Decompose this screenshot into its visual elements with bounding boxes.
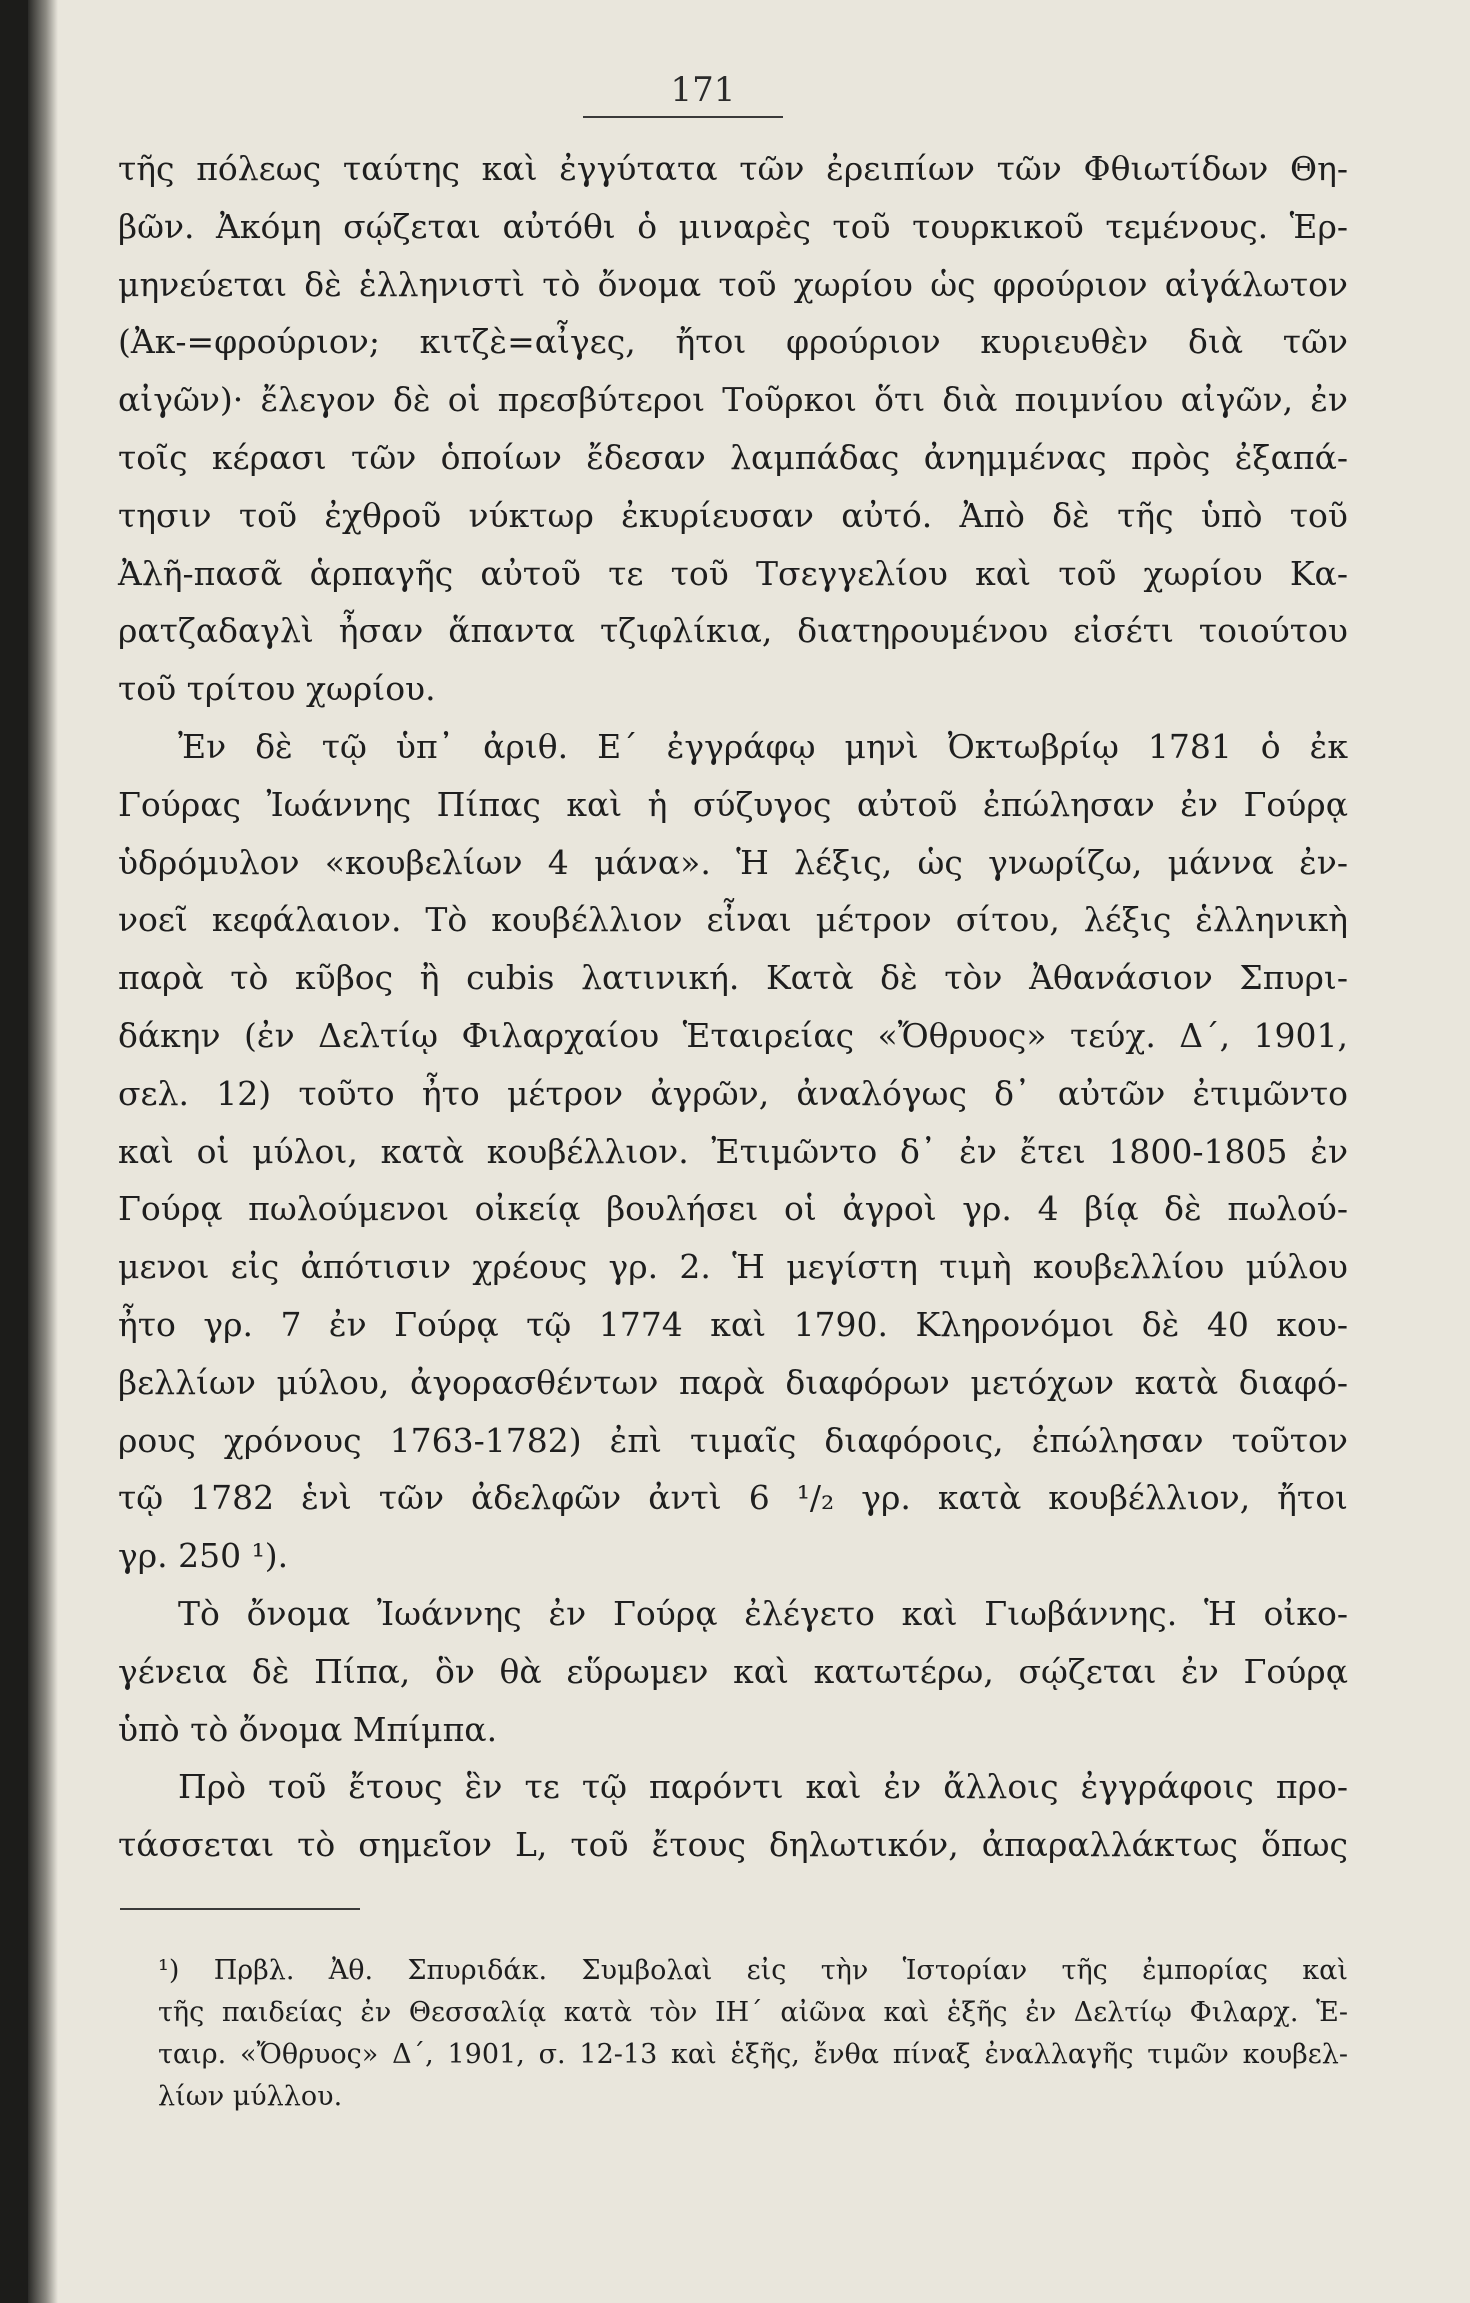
text-line: μενοι εἰς ἀπότισιν χρέους γρ. 2. Ἡ μεγίστη τιμὴ κουβελλίου μύλου: [118, 1247, 1348, 1287]
book-spine-shadow: [28, 0, 58, 2303]
text-line: νοεῖ κεφάλαιον. Τὸ κουβέλλιον εἶναι μέτρον σίτου, λέξις ἑλληνικὴ: [118, 900, 1348, 940]
text-line: Τὸ ὄνομα Ἰωάννης ἐν Γούρᾳ ἐλέγετο καὶ Γιωβάννης. Ἡ οἰκο-: [178, 1593, 1348, 1633]
text-line: ἦτο γρ. 7 ἐν Γούρᾳ τῷ 1774 καὶ 1790. Κληρονόμοι δὲ 40 κου-: [118, 1304, 1348, 1344]
text-line: Ἀλῆ-πασᾶ ἁρπαγῆς αὐτοῦ τε τοῦ Τσεγγελίου καὶ τοῦ χωρίου Κα-: [118, 553, 1348, 593]
text-line: ρους χρόνους 1763-1782) ἐπὶ τιμαῖς διαφόροις, ἐπώλησαν τοῦτον: [118, 1420, 1348, 1460]
document-page: [28, 0, 1470, 2303]
text-line: αἰγῶν)· ἔλεγον δὲ οἱ πρεσβύτεροι Τοῦρκοι ὅτι διὰ ποιμνίου αἰγῶν, ἐν: [118, 380, 1348, 420]
text-line: γένεια δὲ Πίπα, ὃν θὰ εὕρωμεν καὶ κατωτέρω, σῴζεται ἐν Γούρᾳ: [118, 1651, 1348, 1691]
text-line: τοῦ τρίτου χωρίου.: [118, 669, 436, 709]
text-line: Πρὸ τοῦ ἔτους ἓν τε τῷ παρόντι καὶ ἐν ἄλλοις ἐγγράφοις προ-: [178, 1767, 1348, 1807]
header-rule: [583, 116, 783, 118]
footnote-line: τῆς παιδείας ἐν Θεσσαλίᾳ κατὰ τὸν ΙΗ´ αἰῶνα καὶ ἑξῆς ἐν Δελτίῳ Φιλαρχ. Ἑ-: [158, 1997, 1348, 2028]
paragraph-4: [118, 1758, 1348, 1874]
text-line: τάσσεται τὸ σημεῖον L, τοῦ ἔτους δηλωτικόν, ἀπαραλλάκτως ὅπως: [118, 1825, 1348, 1865]
text-line: ὑπὸ τὸ ὄνομα Μπίμπα.: [118, 1709, 498, 1749]
text-line: ὑδρόμυλον «κουβελίων 4 μάνα». Ἡ λέξις, ὡς γνωρίζω, μάννα ἐν-: [118, 842, 1348, 882]
text-line: καὶ οἱ μύλοι, κατὰ κουβέλλιον. Ἐτιμῶντο δ᾽ ἐν ἔτει 1800-1805 ἐν: [118, 1131, 1348, 1171]
footnote: [158, 1950, 1348, 2118]
text-line: σελ. 12) τοῦτο ἦτο μέτρον ἀγρῶν, ἀναλόγως δ᾽ αὐτῶν ἐτιμῶντο: [118, 1073, 1348, 1113]
text-line: (Ἀκ-=φρούριον; κιτζὲ=αἶγες, ἤτοι φρούριον κυριευθὲν διὰ τῶν: [118, 322, 1348, 362]
text-line: Γούρᾳ πωλούμενοι οἰκείᾳ βουλήσει οἱ ἀγροὶ γρ. 4 βίᾳ δὲ πωλού-: [118, 1189, 1348, 1229]
text-line: Γούρας Ἰωάννης Πίπας καὶ ἡ σύζυγος αὐτοῦ ἐπώλησαν ἐν Γούρᾳ: [118, 784, 1348, 824]
text-line: βῶν. Ἀκόμη σῴζεται αὐτόθι ὁ μιναρὲς τοῦ τουρκικοῦ τεμένους. Ἑρ-: [118, 206, 1348, 246]
text-line: Ἐν δὲ τῷ ὑπ᾽ ἀριθ. Ε´ ἐγγράφῳ μηνὶ Ὀκτωβρίῳ 1781 ὁ ἐκ: [178, 726, 1348, 766]
paragraph-3: [118, 1585, 1348, 1758]
footnote-line: λίων μύλλου.: [158, 2081, 343, 2112]
text-line: τῷ 1782 ἑνὶ τῶν ἀδελφῶν ἀντὶ 6 ¹/₂ γρ. κατὰ κουβέλλιον, ἤτοι: [118, 1478, 1348, 1518]
paragraph-1: [118, 140, 1348, 718]
text-line: δάκην (ἐν Δελτίῳ Φιλαρχαίου Ἑταιρείας «Ὄθρυος» τεύχ. Δ´, 1901,: [118, 1015, 1348, 1055]
footnote-line: ¹) Πρβλ. Ἀθ. Σπυριδάκ. Συμβολαὶ εἰς τὴν Ἱστορίαν τῆς ἐμπορίας καὶ: [158, 1955, 1348, 1986]
page-number: 171: [670, 70, 736, 110]
text-line: τοῖς κέρασι τῶν ὁποίων ἔδεσαν λαμπάδας ἀνημμένας πρὸς ἐξαπά-: [118, 437, 1348, 477]
text-line: βελλίων μύλου, ἀγορασθέντων παρὰ διαφόρων μετόχων κατὰ διαφό-: [118, 1362, 1348, 1402]
text-line: παρὰ τὸ κῦβος ἢ cubis λατινική. Κατὰ δὲ τὸν Ἀθανάσιον Σπυρι-: [118, 958, 1348, 998]
text-line: ρατζαδαγλὶ ἦσαν ἅπαντα τζιφλίκια, διατηρουμένου εἰσέτι τοιούτου: [118, 611, 1348, 651]
text-line: μηνεύεται δὲ ἑλληνιστὶ τὸ ὄνομα τοῦ χωρίου ὡς φρούριον αἰγάλωτον: [118, 264, 1348, 304]
text-line: τησιν τοῦ ἐχθροῦ νύκτωρ ἐκυρίευσαν αὐτό. Ἀπὸ δὲ τῆς ὑπὸ τοῦ: [118, 495, 1348, 535]
footnote-line: ταιρ. «Ὄθρυος» Δ´, 1901, σ. 12-13 καὶ ἑξῆς, ἔνθα πίναξ ἐναλλαγῆς τιμῶν κουβελ-: [158, 2039, 1348, 2070]
body-text: [118, 140, 1348, 1874]
text-line: τῆς πόλεως ταύτης καὶ ἐγγύτατα τῶν ἐρειπίων τῶν Φθιωτίδων Θη-: [118, 149, 1348, 188]
text-line: γρ. 250 ¹).: [118, 1536, 289, 1576]
paragraph-2: [118, 718, 1348, 1585]
footnote-rule: [120, 1908, 360, 1910]
